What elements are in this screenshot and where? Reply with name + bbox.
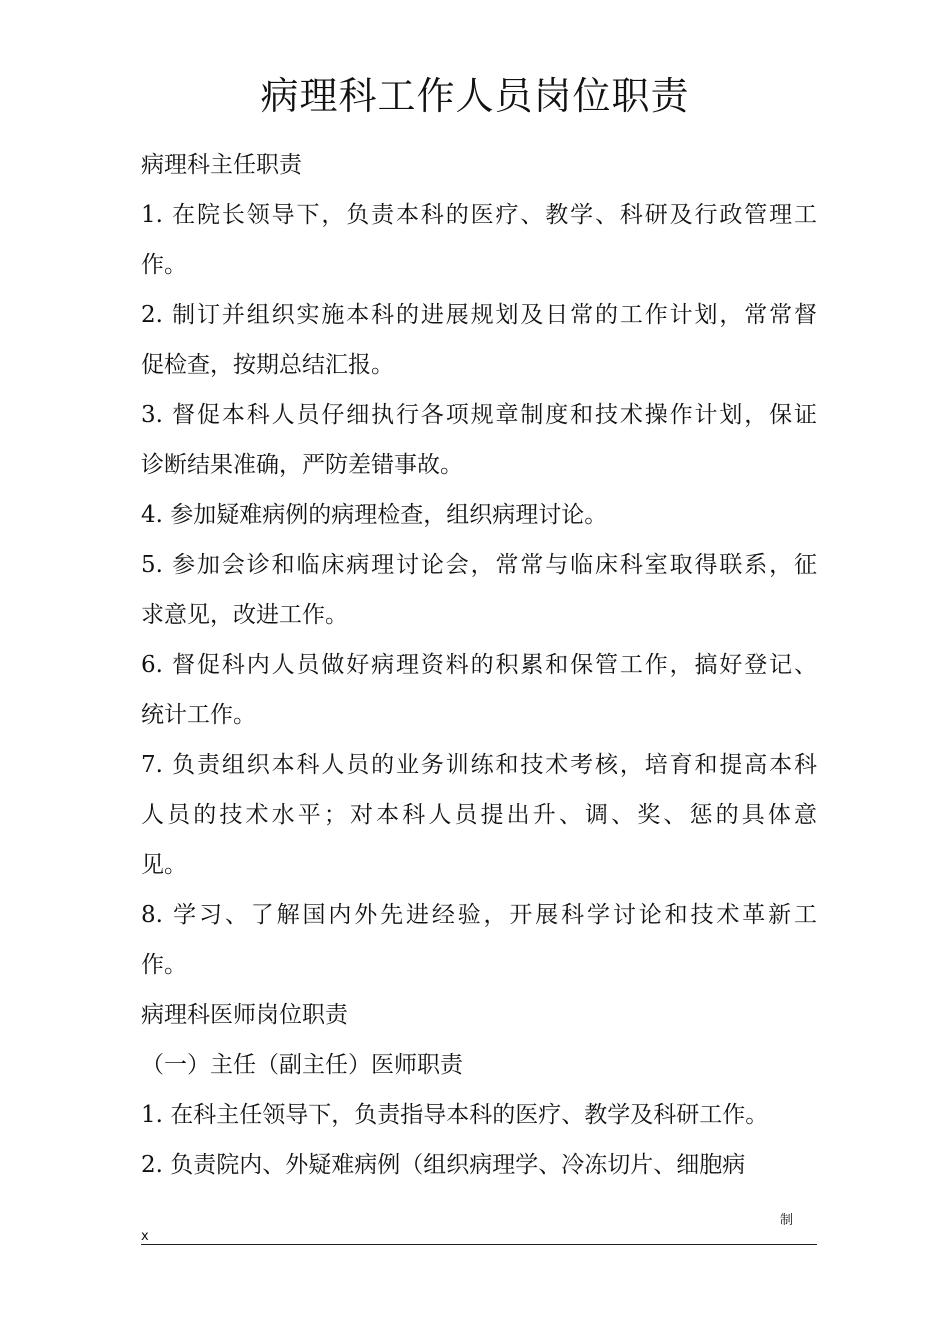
paragraph-line: 作。	[141, 252, 187, 278]
paragraph-line: 8. 学习、了解国内外先进经验，开展科学讨论和技术革新工	[141, 902, 817, 928]
subsection-heading: （一）主任（副主任）医师职责	[141, 1052, 463, 1078]
section-heading: 病理科主任职责	[141, 152, 302, 178]
paragraph-line: 见。	[141, 852, 187, 878]
paragraph-line: 6. 督促科内人员做好病理资料的积累和保管工作，搞好登记、	[141, 652, 817, 678]
paragraph-line: 4. 参加疑难病例的病理检查，组织病理讨论。	[141, 502, 608, 528]
paragraph-line: 7. 负责组织本科人员的业务训练和技术考核，培育和提高本科	[141, 752, 817, 778]
paragraph-line: 1. 在科主任领导下，负责指导本科的医疗、教学及科研工作。	[141, 1102, 769, 1128]
paragraph-line: 作。	[141, 952, 187, 978]
paragraph-line: 统计工作。	[141, 702, 256, 728]
section-heading: 病理科医师岗位职责	[141, 1002, 348, 1028]
paragraph-line: 5. 参加会诊和临床病理讨论会，常常与临床科室取得联系，征	[141, 552, 817, 578]
paragraph-line: 2. 制订并组织实施本科的进展规划及日常的工作计划，常常督	[141, 302, 817, 328]
paragraph-line: 诊断结果准确，严防差错事故。	[141, 452, 463, 478]
footer-left-text: x	[141, 1229, 149, 1244]
document-body	[141, 140, 817, 1190]
paragraph-line: 人员的技术水平；对本科人员提出升、调、奖、惩的具体意	[141, 802, 817, 828]
footer-right-text: 制	[780, 1213, 794, 1228]
paragraph-line: 2. 负责院内、外疑难病例（组织病理学、冷冻切片、细胞病	[141, 1152, 746, 1178]
paragraph-line: 1. 在院长领导下，负责本科的医疗、教学、科研及行政管理工	[141, 202, 817, 228]
paragraph-line: 求意见，改进工作。	[141, 602, 348, 628]
paragraph-line: 促检查，按期总结汇报。	[141, 352, 394, 378]
footer-divider	[141, 1244, 817, 1245]
paragraph-line: 3. 督促本科人员仔细执行各项规章制度和技术操作计划，保证	[141, 402, 817, 428]
document-title: 病理科工作人员岗位职责	[260, 74, 690, 118]
